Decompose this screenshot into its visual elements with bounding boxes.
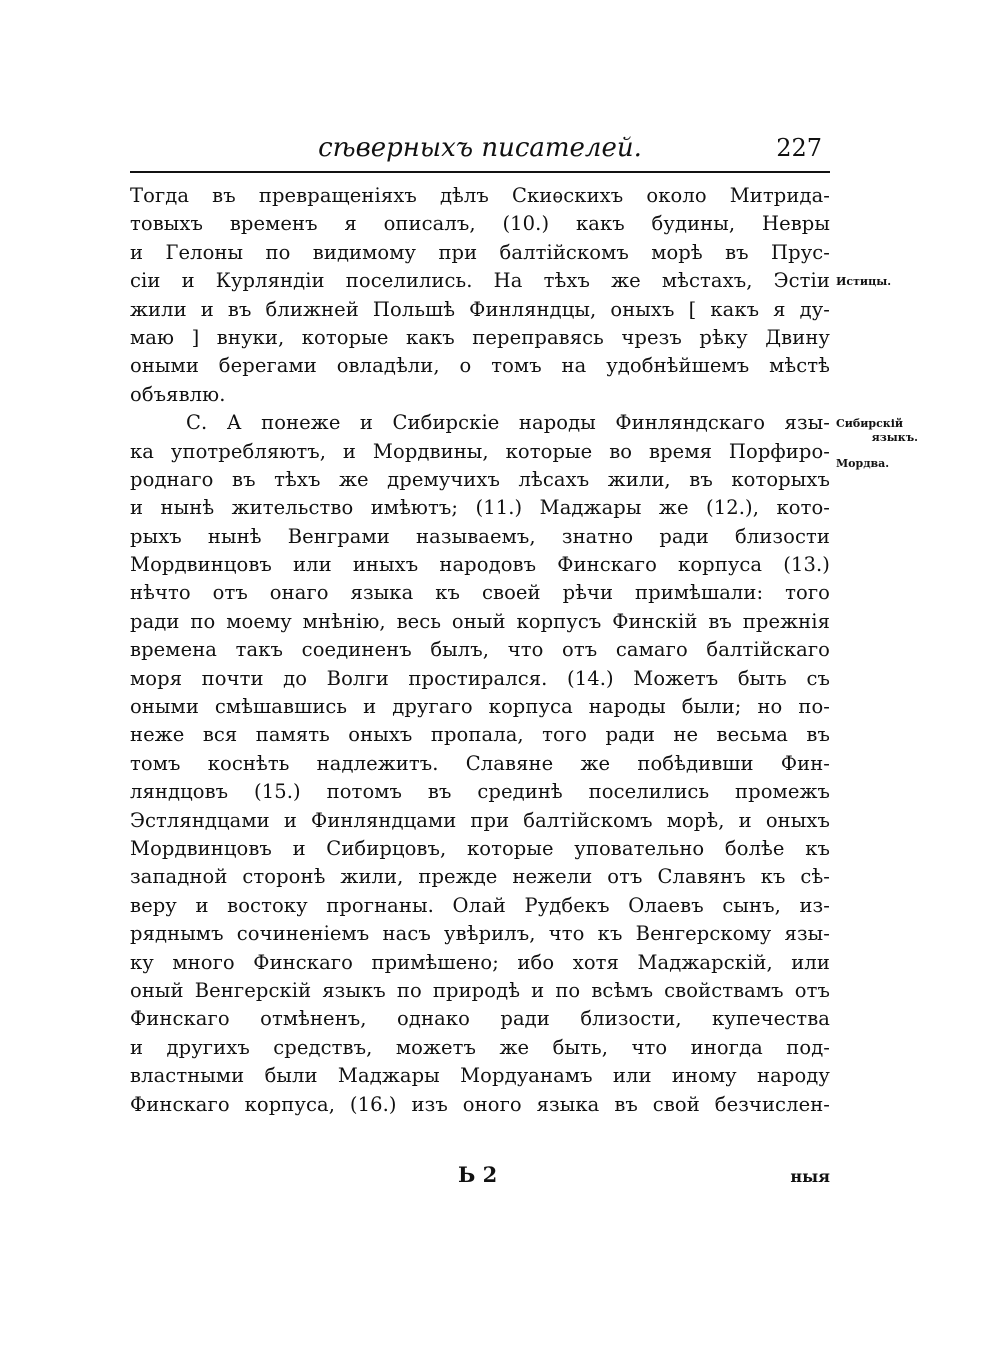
text-line: С. А понеже и Сибирскіе народы Финляндскаго язы- <box>186 411 830 435</box>
catchword: ныя <box>790 1167 830 1186</box>
text-line: роднаго въ тѣхъ же дремучихъ лѣсахъ жили, въ которыхъ <box>130 467 830 491</box>
text-line: и Гелоны по видимому при балтійскомъ морѣ въ Прус- <box>130 240 830 264</box>
text-line: Эстляндцами и Финляндцами при балтійскомъ морѣ, и оныхъ <box>130 808 830 832</box>
text-line: Финскаго отмѣненъ, однако ради близости, купечества <box>130 1007 830 1031</box>
text-line: сіи и Курляндіи поселились. На тѣхъ же мѣстахъ, Эстіи <box>130 269 830 293</box>
text-line: оными берегами овладѣли, о томъ на удобнѣйшемъ мѣстѣ <box>130 354 830 378</box>
margin-note-mordva: Мордва. <box>836 457 890 470</box>
margin-note-estii: Истицы. <box>836 275 892 288</box>
text-line: оными смѣшавшись и другаго корпуса народы были; но по- <box>130 695 830 719</box>
page-number: 227 <box>776 134 822 162</box>
header-rule <box>130 171 830 173</box>
text-line: маю ] внуки, которые какъ переправясь чрезъ рѣку Двину <box>130 325 830 349</box>
text-line: неже вся память оныхъ пропала, того ради не весьма въ <box>130 723 830 747</box>
text-line: и нынѣ жительство имѣютъ; (11.) Маджары же (12.), кото- <box>130 496 830 520</box>
text-line: времена такъ соединенъ былъ, что отъ самаго балтійскаго <box>130 638 830 662</box>
text-line: объявлю. <box>130 382 226 406</box>
text-line: оный Венгерскій языкъ по природѣ и по всѣмъ свойствамъ отъ <box>130 978 830 1002</box>
text-line: ряднымъ сочиненіемъ насъ увѣрилъ, что къ Венгерскому язы- <box>130 922 830 946</box>
page-footer <box>130 1160 830 1190</box>
text-line: западной сторонѣ жили, прежде нежели отъ Славянъ къ сѣ- <box>130 865 830 889</box>
text-line: ка употребляютъ, и Мордвины, которые во время Порфиро- <box>130 439 830 463</box>
text-line: ку много Финскаго примѣшено; ибо хотя Маджарскій, или <box>130 950 830 974</box>
text-line: Финскаго корпуса, (16.) изъ оного языка въ свой безчислен- <box>130 1092 830 1116</box>
text-line: властными были Маджары Мордуанамъ или иному народу <box>130 1064 830 1088</box>
running-head: сѣверныхъ писателей. <box>318 133 642 163</box>
body-text <box>130 182 830 1119</box>
text-line: и другихъ средствъ, можетъ же быть, что иногда под- <box>130 1035 830 1059</box>
text-line: Тогда въ превращеніяхъ дѣлъ Скиѳскихъ около Митрида- <box>130 184 830 207</box>
page-header <box>130 128 830 168</box>
text-line: Мордвинцовъ и Сибирцовъ, которые уповательно болѣе къ <box>130 836 830 860</box>
text-line: жили и въ ближней Польшѣ Финляндцы, оныхъ [ какъ я ду- <box>130 297 830 321</box>
text-line: Мордвинцовъ или иныхъ народовъ Финскаго корпуса (13.) <box>130 553 830 577</box>
margin-note-siberian-language-2: языкъ. <box>871 431 918 444</box>
text-line: рыхъ нынѣ Венграми называемъ, знатно ради близости <box>130 524 830 548</box>
signature-mark: Ь 2 <box>458 1162 498 1187</box>
text-line: ляндцовъ (15.) потомъ въ срединѣ поселились промежъ <box>130 780 830 804</box>
text-line: моря почти до Волги простирался. (14.) Можетъ быть съ <box>130 666 830 690</box>
text-line: веру и востоку прогнаны. Олай Рудбекъ Олаевъ сынъ, из- <box>130 893 830 917</box>
text-line: томъ коснѣть надлежитъ. Славяне же побѣдивши Фин- <box>130 751 830 775</box>
margin-note-siberian-language: Сибирскій <box>836 417 904 430</box>
text-line: товыхъ временъ я описалъ, (10.) какъ будины, Невры <box>130 212 830 236</box>
text-line: ради по моему мнѣнію, весь оный корпусъ Финскій въ прежнія <box>130 609 830 633</box>
text-line: нѣчто отъ онаго языка къ своей рѣчи примѣшали: того <box>130 581 830 605</box>
